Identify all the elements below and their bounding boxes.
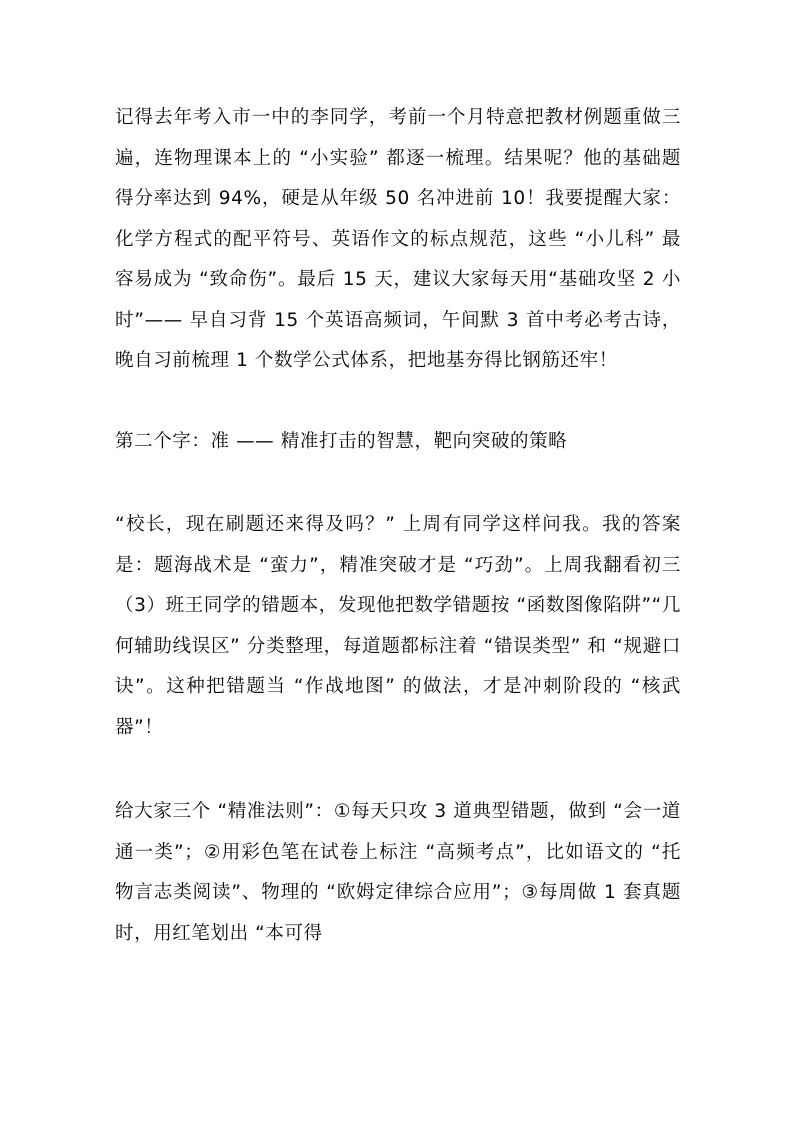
paragraph-question: “校长，现在刷题还来得及吗？” 上周有同学这样问我。我的答案是：题海战术是 “蛮力”，精准突破才是 “巧劲”。上周我翻看初三（3）班王同学的错题本，发现他把数学错题按 “函数图像陷阱”“几何辅助线误区” 分类整理，每道题都标注着 “错误类型” 和 “规避口诀”。这种把错题当 “作战地图” 的做法，才是冲刺阶段的 “核武器”！: [115, 514, 681, 738]
paragraph-rules: 给大家三个 “精准法则”：①每天只攻 3 道典型错题，做到 “会一道通一类”；②用彩色笔在试卷上标注 “高频考点”，比如语文的 “托物言志类阅读”、物理的 “欧姆定律综合应用”；③每周做 1 套真题时，用红笔划出 “本可得: [115, 801, 681, 944]
document-body: [115, 98, 681, 954]
paragraph-heading-second: 第二个字：准 —— 精准打击的智慧，靶向突破的策略: [115, 430, 568, 452]
paragraph-story: 记得去年考入市一中的李同学，考前一个月特意把教材例题重做三遍，连物理课本上的 “小实验” 都逐一梳理。结果呢？他的基础题得分率达到 94%，硬是从年级 50 名冲进前 10！我要提醒大家：化学方程式的配平符号、英语作文的标点规范，这些 “小儿科” 最容易成为 “致命伤”。最后 15 天，建议大家每天用“基础攻坚 2 小时”—— 早自习背 15 个英语高频词，午间默 3 首中考必考古诗，晚自习前梳理 1 个数学公式体系，把地基夯得比钢筋还牢！: [115, 107, 681, 371]
